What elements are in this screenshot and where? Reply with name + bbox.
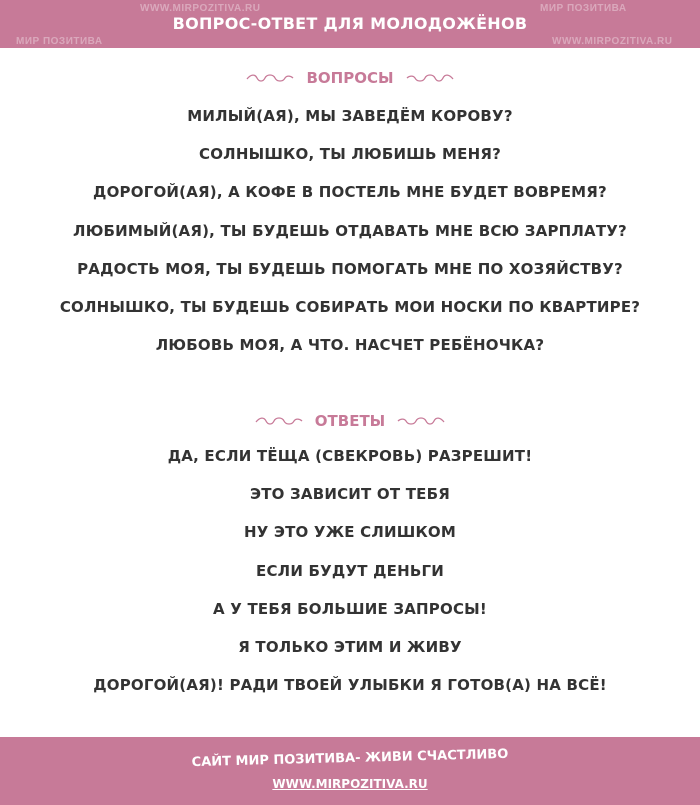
footer-slogan: САЙТ МИР ПОЗИТИВА- ЖИВИ СЧАСТЛИВО (191, 746, 509, 771)
answers-heading-label: ОТВЕТЫ (314, 411, 386, 430)
watermark: WWW.MIRPOZITIVA.RU (140, 3, 261, 14)
answer-item: ДОРОГОЙ(АЯ)! РАДИ ТВОЕЙ УЛЫБКИ Я ГОТОВ(А) НА ВСЁ! (93, 676, 607, 695)
watermark: МИР ПОЗИТИВА (540, 3, 627, 14)
swirl-right-icon (396, 415, 446, 427)
answer-item: ДА, ЕСЛИ ТЁЩА (СВЕКРОВЬ) РАЗРЕШИТ! (167, 447, 533, 465)
question-item: ДОРОГОЙ(АЯ), А КОФЕ В ПОСТЕЛЬ МНЕ БУДЕТ ВОВРЕМЯ? (93, 183, 607, 202)
question-item: ЛЮБОВЬ МОЯ, А ЧТО. НАСЧЕТ РЕБЁНОЧКА? (155, 336, 545, 355)
question-item: СОЛНЫШКО, ТЫ ЛЮБИШЬ МЕНЯ? (199, 145, 501, 164)
question-item: СОЛНЫШКО, ТЫ БУДЕШЬ СОБИРАТЬ МОИ НОСКИ ПО КВАРТИРЕ? (59, 297, 641, 316)
watermark: WWW.MIRPOZITIVA.RU (552, 36, 673, 47)
question-item: РАДОСТЬ МОЯ, ТЫ БУДЕШЬ ПОМОГАТЬ МНЕ ПО ХОЗЯЙСТВУ? (77, 259, 623, 278)
footer-band (0, 737, 700, 805)
answer-item: А У ТЕБЯ БОЛЬШИЕ ЗАПРОСЫ! (213, 599, 487, 618)
questions-heading-label: ВОПРОСЫ (306, 68, 394, 87)
swirl-left-icon (254, 415, 304, 427)
answer-item: Я ТОЛЬКО ЭТИМ И ЖИВУ (238, 637, 462, 656)
swirl-left-icon (245, 72, 295, 84)
answers-heading (0, 410, 700, 434)
answers-list (0, 437, 700, 704)
question-item: МИЛЫЙ(АЯ), МЫ ЗАВЕДЁМ КОРОВУ? (187, 107, 513, 125)
questions-list (0, 97, 700, 364)
header-band (0, 0, 700, 48)
footer-url-link[interactable]: WWW.MIRPOZITIVA.RU (272, 777, 428, 791)
question-item: ЛЮБИМЫЙ(АЯ), ТЫ БУДЕШЬ ОТДАВАТЬ МНЕ ВСЮ ЗАРПЛАТУ? (73, 221, 627, 240)
page-title: ВОПРОС-ОТВЕТ ДЛЯ МОЛОДОЖЁНОВ (172, 14, 528, 33)
answer-item: НУ ЭТО УЖЕ СЛИШКОМ (243, 523, 457, 542)
answer-item: ЕСЛИ БУДУТ ДЕНЬГИ (256, 561, 444, 580)
questions-heading (0, 67, 700, 91)
answer-item: ЭТО ЗАВИСИТ ОТ ТЕБЯ (250, 485, 450, 504)
watermark: МИР ПОЗИТИВА (16, 36, 103, 47)
swirl-right-icon (405, 72, 455, 84)
